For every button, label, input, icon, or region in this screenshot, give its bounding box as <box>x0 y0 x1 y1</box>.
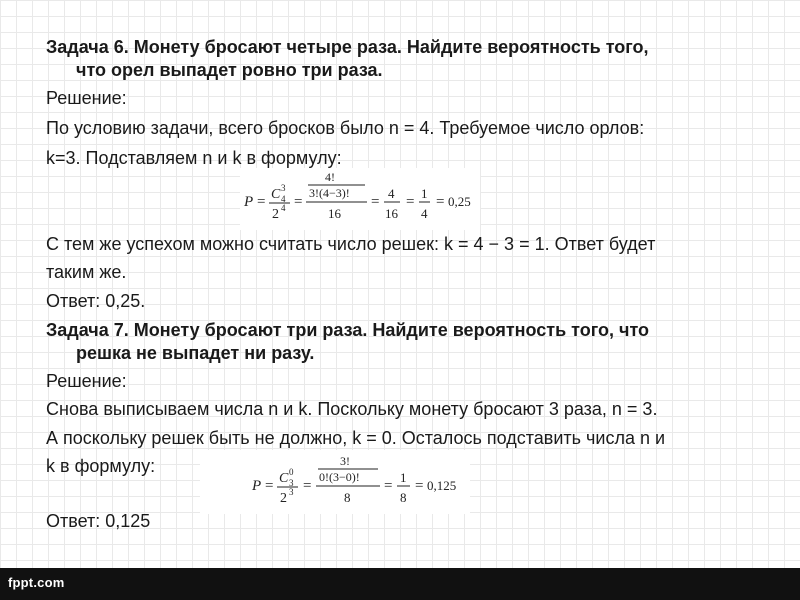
task6-text-line2: k=3. Подставляем n и k в формулу: <box>46 148 342 168</box>
f6-exp: 4 <box>281 203 286 213</box>
f7-base: 2 <box>280 491 287 506</box>
f7-frac-den: 8 <box>400 490 407 505</box>
task7-answer: Ответ: 0,125 <box>46 511 151 531</box>
footer-bar <box>0 568 800 600</box>
f6-eq3: = <box>371 194 380 210</box>
f7-binom: C <box>279 471 289 486</box>
task7-text-line2: А поскольку решек быть не должно, k = 0. Осталось подставить числа n и <box>46 428 666 448</box>
f6-frac-num: 4 <box>388 186 395 201</box>
task7-formula <box>200 450 470 514</box>
task6-title-line1: Задача 6. Монету бросают четыре раза. Найдите вероятность того, <box>46 37 649 57</box>
f7-binom-sup: 0 <box>289 467 294 477</box>
task7-title-line1: Задача 7. Монету бросают три раза. Найдите вероятность того, что <box>46 320 650 340</box>
f6-fact-num: 4! <box>325 170 335 184</box>
task7-title-line2: решка не выпадет ни разу. <box>76 343 315 363</box>
task6-title-line2: что орел выпадет ровно три раза. <box>76 60 383 80</box>
task6-formula-svg <box>240 168 480 230</box>
f6-frac-den: 16 <box>385 206 398 221</box>
task7-text-line3: k в формулу: <box>46 456 156 476</box>
fppt-logo[interactable]: fppt.com <box>8 575 65 590</box>
task6-text-line4: таким же. <box>46 262 127 282</box>
f6-simp-num: 1 <box>421 186 428 201</box>
f7-eq2: = <box>303 478 312 494</box>
f6-eq4: = <box>406 194 415 210</box>
f7-eq3: = <box>384 478 393 494</box>
f6-eq5: = <box>436 194 445 210</box>
f6-fact-den: 3!(4−3)! <box>309 186 350 200</box>
f7-frac-num: 1 <box>400 470 407 485</box>
f6-over: 16 <box>328 206 341 221</box>
f6-p: P <box>244 194 254 210</box>
f6-binom-sup: 3 <box>281 183 286 193</box>
f6-eq1: = <box>257 194 266 210</box>
f7-result: 0,125 <box>427 478 457 493</box>
f6-base: 2 <box>272 207 279 222</box>
task6-answer: Ответ: 0,25. <box>46 291 146 311</box>
task6-solution-label: Решение: <box>46 88 127 108</box>
task7-text-line1: Снова выписываем числа n и k. Поскольку монету бросают 3 раза, n = 3. <box>46 399 658 419</box>
f7-over: 8 <box>344 490 351 505</box>
task6-formula <box>240 168 480 230</box>
f7-fact-den: 0!(3−0)! <box>319 470 360 484</box>
f7-eq4: = <box>415 478 424 494</box>
f6-result: 0,25 <box>448 194 471 209</box>
f7-eq1: = <box>265 478 274 494</box>
task7-solution-label: Решение: <box>46 371 127 391</box>
task7-formula-svg <box>200 450 470 514</box>
task6-text-line1: По условию задачи, всего бросков было n = 4. Требуемое число орлов: <box>46 118 645 138</box>
f6-simp-den: 4 <box>421 206 428 221</box>
f7-binom-sub: 3 <box>289 478 294 488</box>
f7-p: P <box>252 478 262 494</box>
f7-fact-num: 3! <box>340 454 350 468</box>
f6-eq2: = <box>294 194 303 210</box>
f7-exp: 3 <box>289 487 294 497</box>
f6-binom-sub: 4 <box>281 194 286 204</box>
task6-text-line3: С тем же успехом можно считать число решек: k = 4 − 3 = 1. Ответ будет <box>46 234 656 254</box>
f6-binom: C <box>271 187 281 202</box>
